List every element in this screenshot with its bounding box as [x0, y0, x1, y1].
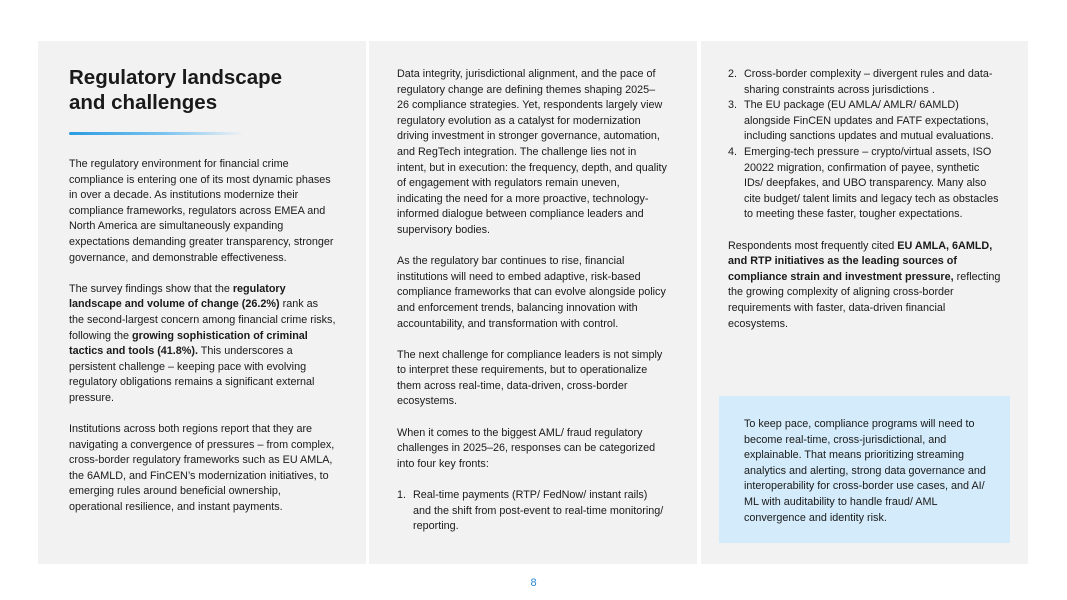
pressures-paragraph: Institutions across both regions report that they are navigating a convergence of pressures – from complex, cross-border regulatory frameworks such as EU AMLA, the 6AMLD, and FinCEN’s modernization initiatives, to emerging rules around beneficial ownership, operational resilience, and instant payments. — [69, 423, 335, 514]
respondents-text-c: reflecting the growing complexity of aligning cross-border requirements with faster, data-driven financial ecosystems. — [728, 270, 1001, 330]
respondents-highlight: EU AMLA, 6AMLD, and RTP initiatives as the leading sources of compliance strain and investment pressure, — [728, 239, 993, 283]
column-middle — [369, 41, 697, 564]
list-item — [397, 488, 667, 535]
survey-text-c: rank as the second-largest concern among financial crime risks, following the — [69, 298, 336, 342]
title-accent-line — [69, 132, 244, 135]
respondents-paragraph — [728, 239, 1001, 333]
key-fronts-list-part-1 — [397, 488, 667, 535]
key-fronts-intro-paragraph: When it comes to the biggest AML/ fraud regulatory challenges in 2025–26, responses can be categorized into four key fronts: — [397, 426, 656, 470]
next-challenge-paragraph: The next challenge for compliance leaders is not simply to interpret these requirements, but to operationalize them across real-time, data-driven, cross-border ecosystems. — [397, 348, 663, 408]
survey-findings-paragraph — [69, 282, 336, 407]
survey-highlight-regulatory: regulatory landscape and volume of change (26.2%) — [69, 282, 286, 311]
survey-text-e: This underscores a persistent challenge – keeping pace with evolving regulatory obligations remains a significant external pressure. — [69, 345, 315, 404]
regulatory-bar-paragraph: As the regulatory bar continues to rise, financial institutions will need to embed adaptive, risk-based compliance frameworks that can evolve alongside policy and enforcement trends, balancing innovation with accountability, and transformation with control. — [397, 255, 666, 330]
title-line-2: and challenges — [69, 91, 218, 114]
list-item-number: 4. — [728, 145, 738, 158]
key-fronts-list-part-2 — [728, 67, 1001, 223]
title-line-1: Regulatory landscape — [69, 66, 283, 89]
survey-highlight-criminal: growing sophistication of criminal tactics and tools (41.8%). — [69, 329, 308, 358]
column-left — [38, 41, 366, 564]
survey-text-a: The survey findings show that the — [69, 282, 233, 295]
respondents-text-a: Respondents most frequently cited — [728, 239, 898, 252]
list-item — [728, 67, 1001, 98]
list-item — [728, 145, 1001, 223]
list-item-text: The EU package (EU AMLA/ AMLR/ 6AMLD) alongside FinCEN updates and FATF expectations, including sanctions updates and mutual evaluations. — [744, 99, 994, 143]
list-item-text: Real-time payments (RTP/ FedNow/ instant rails) and the shift from post-event to real-time monitoring/ reporting. — [413, 489, 664, 533]
data-integrity-paragraph: Data integrity, jurisdictional alignment, and the pace of regulatory change are defining themes shaping 2025–26 compliance strategies. Yet, respondents largely view regulatory evolution as a catalyst for modernization driving investment in stronger governance, automation, and RegTech integration. The challenge lies not in intent, but in execution: the frequency, depth, and quality of engagement with regulators remain uneven, indicating the need for a more proactive, technology-informed dialogue between compliance leaders and supervisory bodies. — [397, 68, 667, 236]
list-item-text: Cross-border complexity – divergent rules and data-sharing constraints across jurisdictions . — [744, 68, 993, 96]
callout-text: To keep pace, compliance programs will need to become real-time, cross-jurisdictional, and explainable. That means prioritizing streaming analytics and alerting, strong data governance and interoperability for cross-border use cases, and AI/ ML with auditability to handle fraud/ AML convergence and identity risk. — [744, 418, 986, 524]
page-number: 8 — [530, 577, 537, 589]
list-item-number: 2. — [728, 68, 738, 80]
intro-paragraph: The regulatory environment for financial crime compliance is entering one of its most dynamic phases in over a decade. As institutions modernize their compliance frameworks, regulators across EMEA and North America are simultaneously expanding expectations demanding greater transparency, stronger governance, and demonstrable effectiveness. — [69, 158, 334, 264]
callout-box — [719, 396, 1010, 543]
list-item-number: 1. — [397, 489, 407, 502]
list-item — [728, 98, 1001, 145]
list-item-number: 3. — [728, 99, 738, 112]
page-title — [69, 65, 336, 115]
list-item-text: Emerging-tech pressure – crypto/virtual assets, ISO 20022 migration, confirmation of payee, synthetic IDs/ deepfakes, and UBO transparency. Many also cite budget/ talent limits and legacy tech as obstacles to meeting these faster, tougher expectations. — [744, 145, 999, 221]
